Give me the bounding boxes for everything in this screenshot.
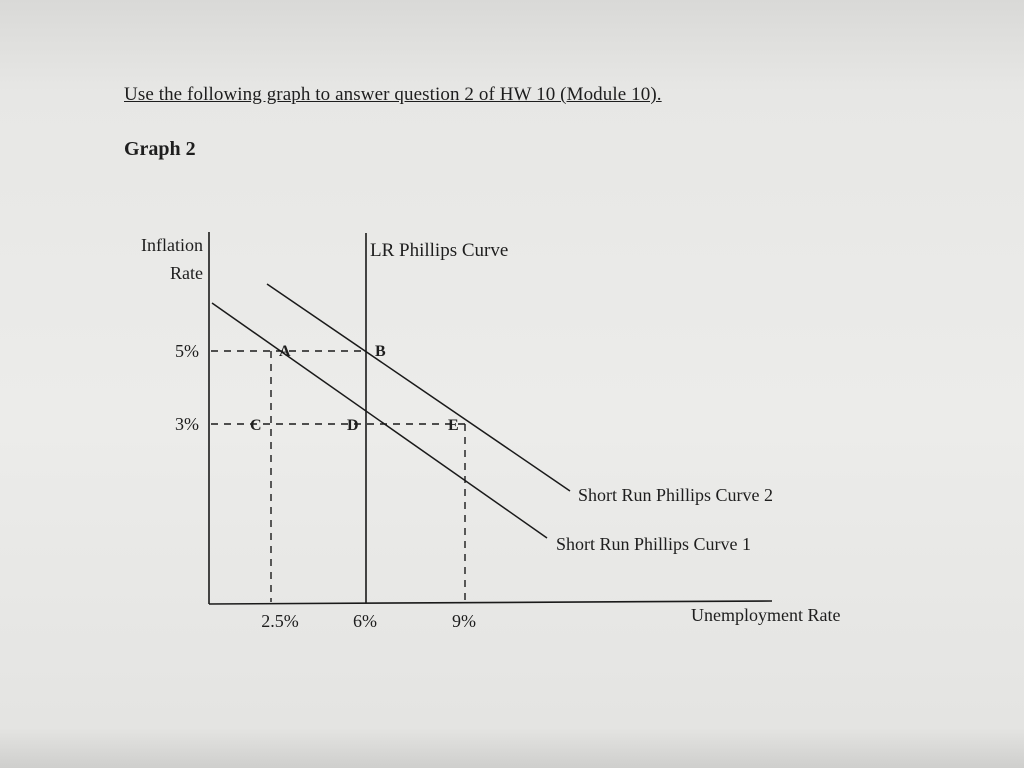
point-e-label: E: [448, 417, 459, 434]
point-c-label: C: [250, 417, 262, 434]
graph-title: Graph 2: [124, 138, 196, 160]
point-b-label: B: [375, 343, 386, 360]
x-tick-2-5-percent: 2.5%: [261, 611, 299, 631]
y-axis-label-line2: Rate: [170, 263, 203, 283]
lr-phillips-curve-label: LR Phillips Curve: [370, 240, 509, 261]
point-d-label: D: [347, 417, 359, 434]
x-tick-6-percent: 6%: [353, 611, 377, 631]
point-a-label: A: [279, 343, 291, 360]
y-tick-5-percent: 5%: [175, 341, 199, 361]
short-run-phillips-curve-2-label: Short Run Phillips Curve 2: [578, 485, 774, 505]
y-tick-3-percent: 3%: [175, 414, 199, 434]
screen-bottom-edge: [0, 728, 1024, 768]
x-tick-9-percent: 9%: [452, 611, 476, 631]
short-run-phillips-curve-2-line: [267, 284, 570, 491]
short-run-phillips-curve-1-line: [212, 303, 547, 538]
x-axis: [209, 601, 772, 604]
assignment-instruction: Use the following graph to answer question 2 of HW 10 (Module 10).: [124, 84, 662, 105]
short-run-phillips-curve-1-label: Short Run Phillips Curve 1: [556, 534, 752, 554]
x-axis-label: Unemployment Rate: [691, 605, 841, 625]
y-axis-label-line1: Inflation: [141, 235, 203, 255]
